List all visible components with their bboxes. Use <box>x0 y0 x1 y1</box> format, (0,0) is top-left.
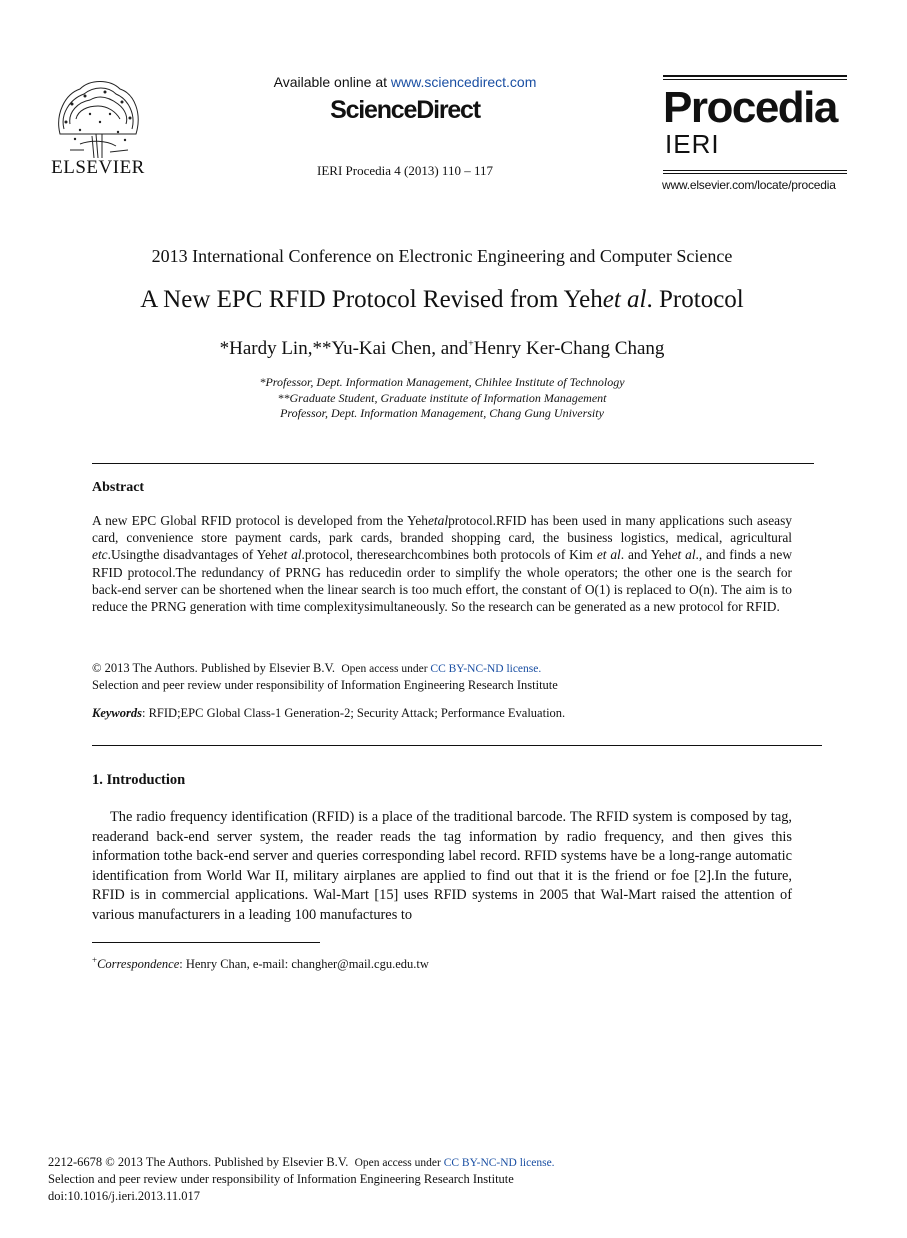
procedia-rule-top <box>663 75 847 77</box>
abstract-text: . and Yeh <box>620 547 672 563</box>
abstract-italic: etal <box>427 513 449 528</box>
title-part-2: . Protocol <box>646 286 744 313</box>
conference-name: 2013 International Conference on Electronic Engineering and Computer Science <box>151 246 733 266</box>
title-part-1: A New EPC RFID Protocol Revised from Yeh <box>140 286 603 313</box>
footnote-text: : Henry Chan, e-mail: changher@mail.cgu.edu.tw <box>179 957 429 972</box>
footnote-mark: + <box>92 955 98 965</box>
footer-open-access: Open access under <box>354 1157 444 1169</box>
abstract-text: protocol.RFID has been used in many applications such aseasy card, convenience store payment cards, park cards, branded shopping card, the business logistics, medical, agricultural <box>92 513 792 546</box>
keywords-text: : RFID;EPC Global Class-1 Generation-2; Security Attack; Performance Evaluation. <box>142 706 566 720</box>
copyright-line <box>92 660 541 678</box>
introduction-body: The radio frequency identification (RFID) is a place of the traditional barcode. The RFID system is composed by tag, readerand back-end server system, the reader reads the tag information by radio frequency, and then gives this information tothe back-end server and queries corresponding label record. RFID systems have be a long-range automatic identification from World War II, military airplanes are applied to find out that it is the friend or foe [2].In the future, RFID is in commercial applications. Wal-Mart [15] uses RFID systems in 2005 that Wal-Mart raised the attention of various manufacturers in a leading 100 manufactures to <box>92 809 792 923</box>
available-online <box>230 74 580 90</box>
abstract-text: .Usingthe disadvantages of Yeh <box>107 547 278 563</box>
footer-doi[interactable]: doi:10.1016/j.ieri.2013.11.017 <box>48 1189 200 1203</box>
available-prefix: Available online at <box>273 74 391 90</box>
procedia-rule-top-thin <box>663 79 847 80</box>
rule-above-abstract <box>92 463 814 464</box>
abstract-body <box>92 512 792 615</box>
abstract-italic: etc <box>92 547 108 563</box>
section-heading-introduction: 1. Introduction <box>92 772 186 788</box>
footnote-label: Correspondence <box>97 957 180 972</box>
title-italic: et al <box>602 286 647 313</box>
ieri-wordmark: IERI <box>665 129 720 159</box>
procedia-url-link[interactable]: www.elsevier.com/locate/procedia <box>662 178 836 192</box>
footer-copyright-text: 2212-6678 © 2013 The Authors. Published by Elsevier B.V. <box>48 1155 349 1169</box>
authors-main: *Hardy Lin,**Yu-Kai Chen, and <box>219 338 469 359</box>
keywords-label: Keywords <box>92 706 142 720</box>
rule-below-abstract <box>92 745 822 746</box>
author-list <box>0 338 884 360</box>
abstract-heading: Abstract <box>92 480 145 495</box>
sciencedirect-wordmark: ScienceDirect <box>330 96 480 124</box>
copyright-text: © 2013 The Authors. Published by Elsevier B.V. <box>92 661 336 675</box>
footer-license-link[interactable]: CC BY-NC-ND license. <box>443 1157 555 1169</box>
authors-last: Henry Ker-Chang Chang <box>473 338 665 359</box>
affiliation-1: *Professor, Dept. Information Management, Chihlee Institute of Technology <box>259 375 625 389</box>
journal-reference: IERI Procedia 4 (2013) 110 – 117 <box>317 163 493 178</box>
sciencedirect-link[interactable]: www.sciencedirect.com <box>390 74 537 90</box>
abstract-text: A new EPC Global RFID protocol is developed from the Yeh <box>92 513 428 528</box>
footer-copyright <box>48 1154 555 1171</box>
correspondence-footnote <box>92 955 429 972</box>
peer-review-line: Selection and peer review under responsibility of Information Engineering Research Institute <box>92 678 558 692</box>
abstract-italic: et al <box>277 547 302 563</box>
abstract-text: .protocol, theresearchcombines both protocols of Kim <box>301 547 597 563</box>
footer-peer-review: Selection and peer review under responsibility of Information Engineering Research Institute <box>48 1172 514 1186</box>
affiliation-2: **Graduate Student, Graduate institute of Information Management <box>277 391 607 405</box>
procedia-rule-bottom <box>663 170 847 171</box>
license-link[interactable]: CC BY-NC-ND license. <box>430 663 542 675</box>
abstract-italic: et al <box>671 547 696 563</box>
publisher-name: ELSEVIER <box>51 157 145 178</box>
abstract-text: ., and finds a new RFID protocol.The redundancy of PRNG has reducedin order to simplify the whole operators; the other one is the search for back-end server can be shortened when the linear search is too much effort, the constant of O(1) is replaced to O(n). The aim is to reduce the PRNG generation with time complexitysimultaneously. So the research can be generated as a new protocol for RFID. <box>92 547 792 615</box>
procedia-rule-bottom-thin <box>663 173 847 174</box>
procedia-wordmark: Procedia <box>663 83 837 132</box>
footnote-rule <box>92 942 320 943</box>
author-mark: + <box>468 338 474 350</box>
open-access-text: Open access under <box>341 663 431 675</box>
paper-title <box>0 286 884 314</box>
abstract-italic: et al <box>596 547 621 563</box>
affiliation-3: Professor, Dept. Information Management, Chang Gung University <box>280 406 604 420</box>
keywords-line <box>92 705 565 722</box>
